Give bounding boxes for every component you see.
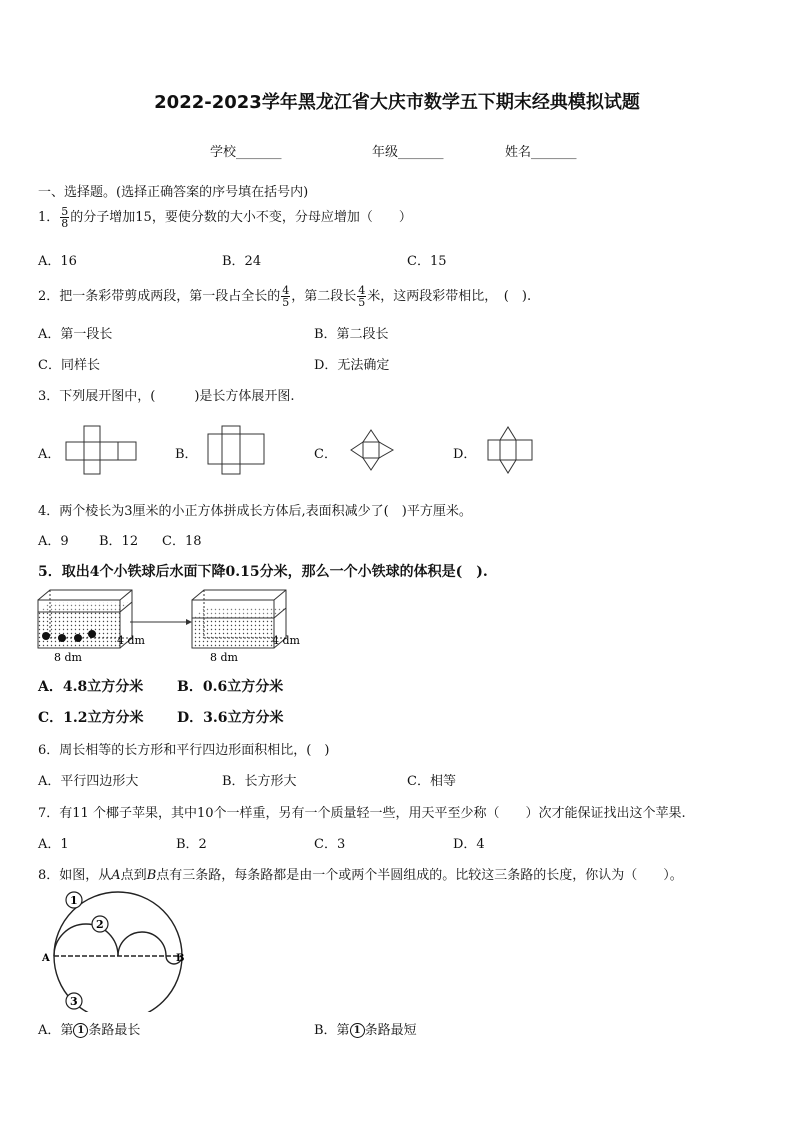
q2-option-b: B．第二段长 <box>314 327 389 342</box>
q6-option-b: B．长方形大 <box>222 774 297 789</box>
q1-option-b: B．24 <box>222 254 262 269</box>
question-5: 5．取出4个小铁球后水面下降0.15分米，那么一个小铁球的体积是( ). <box>38 564 488 580</box>
q5-option-a: A．4.8立方分米 <box>38 679 144 695</box>
q3-option-d: D． <box>453 447 477 462</box>
q3-option-a: A． <box>38 447 61 462</box>
q2-option-d: D．无法确定 <box>314 358 390 373</box>
grade-field: 年级_______ <box>372 145 444 160</box>
q6-option-a: A．平行四边形大 <box>38 774 139 789</box>
q7-option-b: B．2 <box>176 837 207 852</box>
question-3: 3．下列展开图中，( )是长方体展开图. <box>38 389 295 404</box>
q5-option-d: D．3.6立方分米 <box>177 710 284 726</box>
tank2-length-label: 8 dm <box>210 651 238 664</box>
net-figure-c <box>348 428 396 472</box>
q3-option-b: B． <box>175 447 198 462</box>
q7-option-c: C．3 <box>314 837 346 852</box>
question-4: 4．两个棱长为3厘米的小正方体拼成长方体后,表面积减少了( )平方厘米。 <box>38 504 472 519</box>
q2-option-a: A．第一段长 <box>38 327 113 342</box>
q5-option-c: C．1.2立方分米 <box>38 710 144 726</box>
question-8: 8．如图，从A点到B点有三条路，每条路都是由一个或两个半圆组成的。比较这三条路的长度，你认为（ ）。 <box>38 868 683 883</box>
tank-length-label: 8 dm <box>54 651 82 664</box>
question-2: 2．把一条彩带剪成两段，第一段占全长的 $\frac{4}{5}$ ，第二段长 $\frac{4}{5}$ 米，这两段彩带相比， ( ). <box>38 284 532 309</box>
net-figure-d <box>486 424 536 476</box>
q7-option-d: D．4 <box>453 837 485 852</box>
school-field: 学校_______ <box>210 145 282 160</box>
path-3-label: 3 <box>70 995 78 1008</box>
question-1: 1． $\frac{5}{8}$ 的分子增加15，要使分数的大小不变，分母应增加（ ） <box>38 205 412 230</box>
tank-figure <box>34 588 304 664</box>
q4-option-b: B．12 <box>99 534 139 549</box>
q8-option-a: A．第 1 条路最长 <box>38 1023 141 1038</box>
q3-option-c: C． <box>314 447 337 462</box>
point-a-label: A <box>42 953 50 964</box>
page-title: 2022-2023学年黑龙江省大庆市数学五下期末经典模拟试题 <box>154 92 640 113</box>
fraction: $\frac{4}{5}$ <box>282 284 290 309</box>
q4-option-c: C．18 <box>162 534 202 549</box>
name-field: 姓名_______ <box>505 145 577 160</box>
point-b-label: B <box>176 953 185 964</box>
q1-option-a: A．16 <box>38 254 77 269</box>
q7-option-a: A．1 <box>38 837 69 852</box>
path-2-label: 2 <box>96 918 104 931</box>
q8-option-b: B．第 1 条路最短 <box>314 1023 417 1038</box>
path-1-label: 1 <box>70 894 78 907</box>
fraction: $\frac{5}{8}$ <box>61 205 69 230</box>
question-7: 7．有11 个椰子苹果，其中10个一样重，另有一个质量轻一些，用天平至少称（ ）次才能保证找出这个苹果. <box>38 806 686 821</box>
fraction: $\frac{4}{5}$ <box>358 284 366 309</box>
semicircle-paths-figure <box>40 890 190 1012</box>
net-figure-a <box>64 424 139 476</box>
tank2-width-label: 4 dm <box>272 634 300 647</box>
q6-option-c: C．相等 <box>407 774 456 789</box>
q5-option-b: B．0.6立方分米 <box>177 679 284 695</box>
question-6: 6．周长相等的长方形和平行四边形面积相比，( ) <box>38 743 330 758</box>
net-figure-b <box>206 424 266 476</box>
q1-option-c: C．15 <box>407 254 447 269</box>
section-heading: 一、选择题。(选择正确答案的序号填在括号内) <box>38 185 309 200</box>
tank-width-label: 4 dm <box>117 634 145 647</box>
q2-option-c: C．同样长 <box>38 358 100 373</box>
q4-option-a: A．9 <box>38 534 69 549</box>
